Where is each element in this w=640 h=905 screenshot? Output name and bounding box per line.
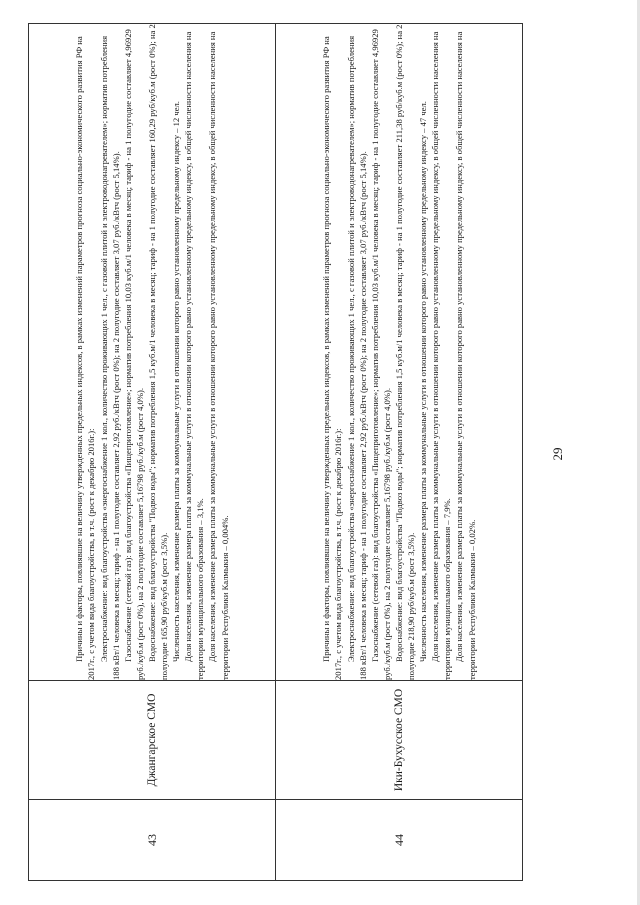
- page-number: 29: [550, 447, 565, 461]
- description-cell: [276, 24, 523, 681]
- paragraph-factors: Причины и факторы, повлиявшие на величину утвержденных предельных индексов, в рамках изменений параметров прогноза социально-экономического развития РФ на 2017г., с учетом вида благоустройства, в т.ч. (рост к декабрю 2016г.):: [74, 36, 97, 680]
- paragraph-population: Численность населения, изменение размера платы за коммунальные услуги в отношении которого равно установленному предельному индексу – 12 чел.: [171, 101, 182, 662]
- paragraph-electricity: Электроснабжение: вид благоустройства «энергоснабжение 1 кол., количество проживающих 1 чел., с газовой плитой и электроводонагревателем»; норматив потребления 188 кВт/1 человека в месяц; тариф - на 1 полугодие составляет 2,92 руб./кВтч (рост 0%); на 2 полугодие составляет 3,07 руб./кВтч (рост 5,14%).: [345, 35, 368, 680]
- paragraph-water: Водоснабжение: вид благоустройства "Подвоз воды"; норматив потребления 1,5 куб.м/1 человека в месяц; тариф - на 1 полугодие составляет 211,38 руб/куб.м (рост 0%); на 2 полугодие 218,90 руб/куб.м (рост 3,5%).: [393, 24, 417, 680]
- paragraph-gas: Газоснабжение (сетевой газ): вид благоустройства «Пищеприготовление»; норматив потребления 10,03 куб.м/1 человека в месяц; тариф - на 1 полугодие составляет 4,96929 руб./куб.м (рост 0%), на 2 полугодие составляет 5,16798 руб./куб.м (рост 4,0%).: [369, 29, 392, 680]
- paragraph-share-municipal: Доля населения, изменение размера платы за коммунальные услуги в отношении которого равно установленному предельному индексу, в общей численности населения на территории муниципального образования – 3,1%.: [183, 31, 206, 680]
- table-row: [276, 24, 523, 881]
- description-cell: [29, 24, 276, 681]
- municipalities-table: [28, 23, 523, 881]
- paragraph-water: Водоснабжение: вид благоустройства "Подвоз воды"; норматив потребления 1,5 куб.м/1 человека в месяц; тариф - на 1 полугодие составляет 160,29 руб/куб.м (рост 0%); на 2 полугодие 165,90 руб/куб.м (рост 3,5%).: [146, 24, 170, 680]
- municipality-name-cell: Ики-Бухусское СМО: [276, 681, 523, 800]
- paragraph-population: Численность населения, изменение размера платы за коммунальные услуги в отношении которого равно установленному предельному индексу – 47 чел.: [418, 101, 429, 662]
- row-number-cell: 43: [29, 800, 276, 881]
- paragraph-factors: Причины и факторы, повлиявшие на величину утвержденных предельных индексов, в рамках изменений параметров прогноза социально-экономического развития РФ на 2017г., с учетом вида благоустройства, в т.ч. (рост к декабрю 2016г.):: [321, 36, 344, 680]
- paragraph-share-municipal: Доля населения, изменение размера платы за коммунальные услуги в отношении которого равно установленному предельному индексу, в общей численности населения на территории муниципального образования – 7,9%.: [430, 31, 453, 680]
- paragraph-gas: Газоснабжение (сетевой газ): вид благоустройства «Пищеприготовление»; норматив потребления 10,03 куб.м/1 человека в месяц; тариф - на 1 полугодие составляет 4,96929 руб./куб.м (рост 0%), на 2 полугодие составляет 5,16798 руб./куб.м (рост 4,0%).: [122, 29, 145, 680]
- row-number-cell: 44: [276, 800, 523, 881]
- paragraph-share-republic: Доля населения, изменение размера платы за коммунальные услуги в отношении которого равно установленному предельному индексу, в общей численности населения на территории Республики Калмыкия – 0,02%.: [454, 31, 477, 680]
- table-row: [29, 24, 276, 881]
- municipality-name-cell: Джангарское СМО: [29, 681, 276, 800]
- paragraph-share-republic: Доля населения, изменение размера платы за коммунальные услуги в отношении которого равно установленному предельному индексу, в общей численности населения на территории Республики Калмыкия – 0,004%.: [207, 31, 230, 680]
- paragraph-electricity: Электроснабжение: вид благоустройства «энергоснабжение 1 кол., количество проживающих 1 чел., с газовой плитой и электроводонагревателем»; норматив потребления 188 кВт/1 человека в месяц; тариф - на 1 полугодие составляет 2,92 руб./кВтч (рост 0%); на 2 полугодие составляет 3,07 руб./кВтч (рост 5,14%).: [98, 35, 121, 680]
